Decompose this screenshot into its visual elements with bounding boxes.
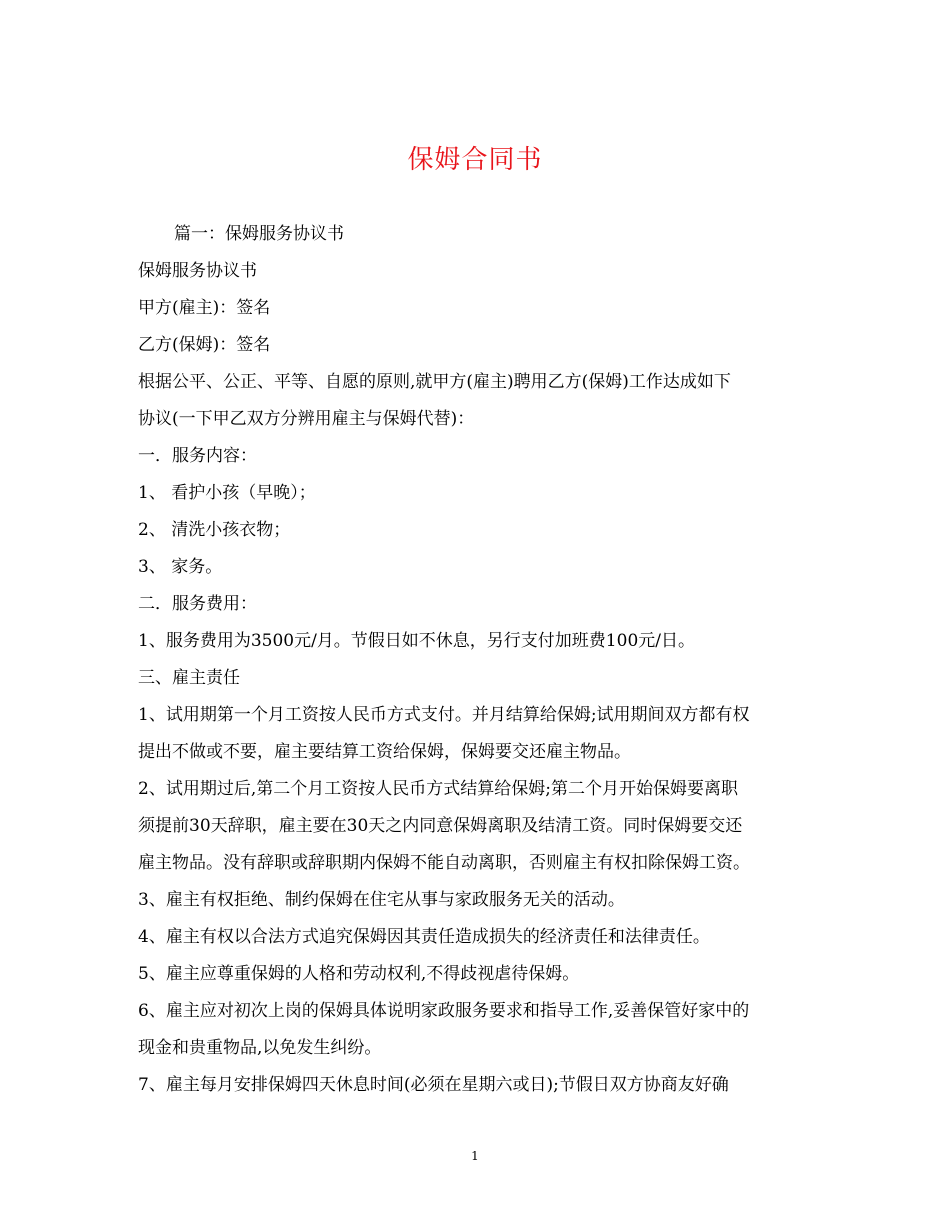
- party-b-line: 乙方(保姆)：签名: [138, 335, 271, 355]
- agreement-title: 保姆服务协议书: [138, 261, 257, 281]
- section-heading: 三、雇主责任: [138, 668, 240, 688]
- party-a-line: 甲方(雇主)：签名: [138, 298, 271, 318]
- paragraph-line: 7、雇主每月安排保姆四天休息时间(必须在星期六或日);节假日双方协商友好确: [138, 1075, 729, 1095]
- paragraph-line: 4、雇主有权以合法方式追究保姆因其责任造成损失的经济责任和法律责任。: [138, 927, 710, 947]
- section-heading: 篇一：保姆服务协议书: [174, 224, 344, 244]
- document-body: [138, 216, 814, 1104]
- list-item: 3、 家务。: [138, 557, 223, 577]
- section-heading: 一．服务内容：: [138, 446, 257, 466]
- paragraph-line: 1、试用期第一个月工资按人民币方式支付。并月结算给保姆;试用期间双方都有权: [138, 705, 750, 725]
- list-item: 1、 看护小孩（早晚）；: [138, 483, 316, 503]
- paragraph-line: 须提前30天辞职，雇主要在30天之内同意保姆离职及结清工资。同时保姆要交还: [138, 816, 743, 836]
- list-item: 2、 清洗小孩衣物；: [138, 520, 291, 540]
- document-title: 保姆合同书: [407, 145, 543, 175]
- paragraph-line: 雇主物品。没有辞职或辞职期内保姆不能自动离职，否则雇主有权扣除保姆工资。: [138, 853, 750, 873]
- page-number: 1: [471, 1149, 479, 1163]
- paragraph-line: 5、雇主应尊重保姆的人格和劳动权利,不得歧视虐待保姆。: [138, 964, 580, 984]
- list-item: 1、服务费用为3500元/月。节假日如不休息，另行支付加班费100元/日。: [138, 631, 695, 651]
- paragraph-line: 提出不做或不要，雇主要结算工资给保姆，保姆要交还雇主物品。: [138, 742, 631, 762]
- paragraph-line: 3、雇主有权拒绝、制约保姆在住宅从事与家政服务无关的活动。: [138, 890, 625, 910]
- paragraph-line: 6、雇主应对初次上岗的保姆具体说明家政服务要求和指导工作,妥善保管好家中的: [138, 1001, 750, 1021]
- paragraph-line: 根据公平、公正、平等、自愿的原则,就甲方(雇主)聘用乙方(保姆)工作达成如下: [138, 372, 731, 392]
- paragraph-line: 协议(一下甲乙双方分辨用雇主与保姆代替)：: [138, 409, 475, 429]
- paragraph-line: 2、试用期过后,第二个月工资按人民币方式结算给保姆;第二个月开始保姆要离职: [138, 779, 738, 799]
- paragraph-line: 现金和贵重物品,以免发生纠纷。: [138, 1038, 382, 1058]
- section-heading: 二．服务费用：: [138, 594, 257, 614]
